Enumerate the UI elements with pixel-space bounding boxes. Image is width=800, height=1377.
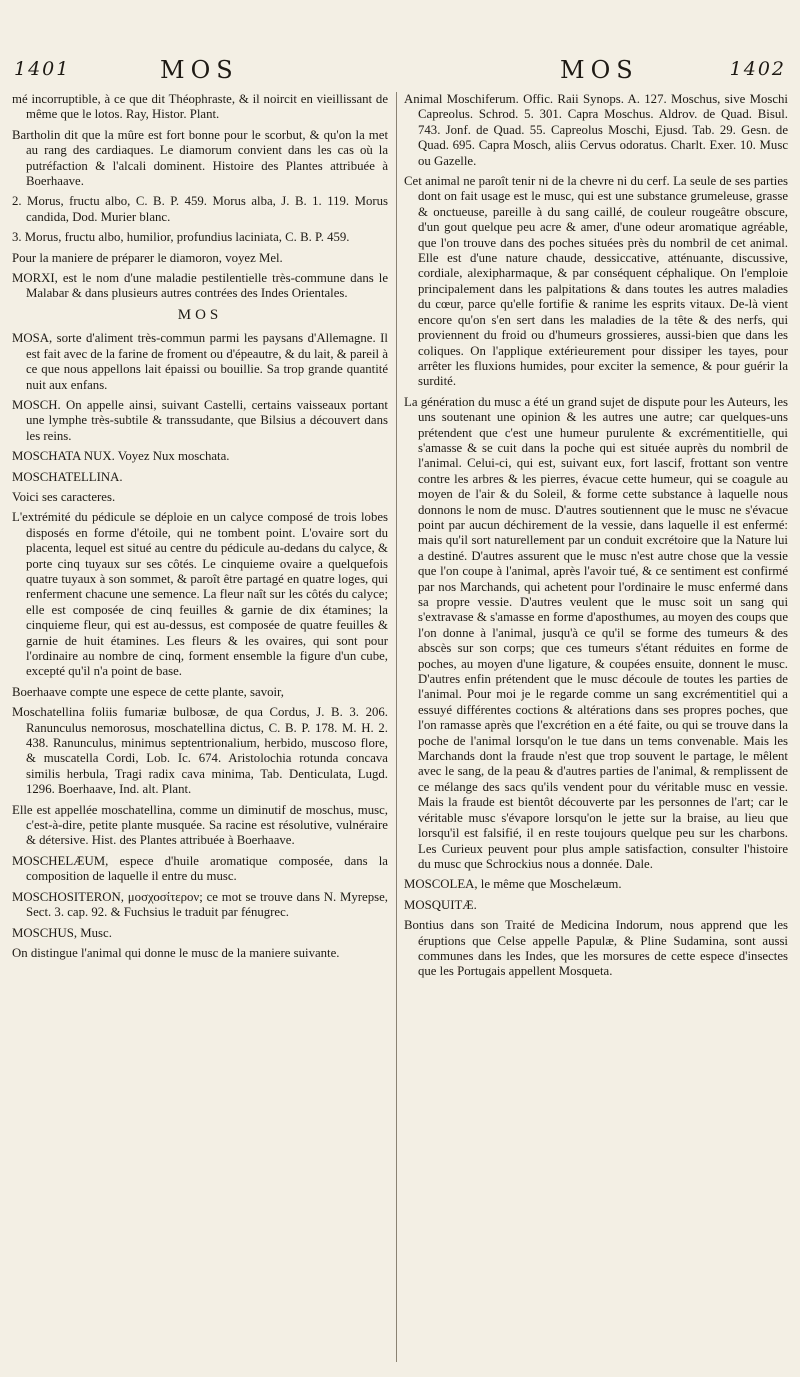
entry-mosch: MOSCH. On appelle ainsi, suivant Castelli, certains vaisseaux portant une lymphe très-subtile & transsudante, que Bilsius a découvert dans les reins. (12, 397, 388, 443)
entry-moschata-nux: MOSCHATA NUX. Voyez Nux moschata. (12, 449, 230, 464)
entry-moscolea: MOSCOLEA, le même que Moschelæum. (404, 877, 622, 892)
entry-moschositeron: MOSCHOSITERON, μοσχοσίτερον; ce mot se trouve dans N. Myrepse, Sect. 3. cap. 92. & Fuchsius le traduit par fénugrec. (12, 889, 388, 920)
entry-bartholin: Bartholin dit que la mûre est fort bonne pour le scorbut, & qu'on la met au rang des cardiaques. Le diamorum convient dans les cas où la putréfaction & l'alcali dominent. Histoire des Plantes attribuée à Boerhaave. (12, 127, 388, 189)
entry-moschus-animal: On distingue l'animal qui donne le musc de la maniere suivante. (12, 945, 340, 960)
entry-pedicule: L'extrémité du pédicule se déploie en un calyce composé de trois lobes disposés en forme d'étoile, qui ne tombent point. L'ovaire sort du placenta, lequel est situé au centre du pédicule au-dedans du calyce, & porte cinq tuyaux sur ses côtés. Le cinquieme ovaire a quelquefois quatre tuyaux à son sommet, & paroît être partagé en quatre loges, qui renferment chacune une semence. La fleur naît sur les côtés du calyce; elle est composée de cinq feuilles & garnie de dix étamines; la cinquieme fleur, qui est au-dessus, est composée de quatre feuilles & garnie de huit étamines. Les fleurs & les ovaires, qui sont pour l'ordinaire au nombre de cinq, forment ensemble la figure d'un cube, excepté qu'il n'a point de base. (12, 510, 388, 679)
entry-moschelaeum: MOSCHELÆUM, espece d'huile aromatique composée, dans la composition de laquelle il entre du musc. (12, 853, 388, 884)
entry-moschus: MOSCHUS, Musc. (12, 925, 112, 940)
entry-mosa: MOSA, sorte d'aliment très-commun parmi les paysans d'Allemagne. Il est fait avec de la farine de froment ou d'épeautre, & du lait, & pareil à ce que nous appellons lait épaissi ou bouillie. Sa trop grande quantité nuit aux enfans. (12, 331, 388, 392)
right-running-head: MOS (560, 56, 639, 84)
entry-musc-generation: La génération du musc a été un grand sujet de dispute pour les Auteurs, les uns soutenant une opinion & les autres une autre; car quelques-uns prétendent que c'est une humeur purulente & excrémentitielle, qui s'amasse & se cuit dans la poche qui est située auprès du nombril de l'animal. Celui-ci, qui est, suivant eux, fort lascif, frottant son ventre contre les arbres & les pierres, évacue cette humeur, qui se coagule au moyen de l'air & du Soleil, & forme cette substance à laquelle nous donnons le nom de musc. D'autres soutiennent que le musc ne s'évacue point par aucun déchirement de la vessie, dans laquelle il est enfermé: mais qu'il sort naturellement par un conduit excrétoire que la Nature lui a destiné. D'autres assurent que le musc n'est autre chose que la vessie que l'on coupe à l'animal, après l'avoir tué, & ce sentiment est confirmé par nos Marchands, qui achetent pour l'ordinaire le musc enfermé dans sa propre vessie. D'autres veulent que le musc soit un sang qui s'extravase & s'amasse en forme d'aposthumes, au moyen des coups que l'on donne à l'animal, jusqu'à ce qu'il se forme des tumeurs & des abscès sur son corps; que ces tumeurs s'étant réduites en forme de poches, au moyen d'une ligature, & coupées ensuite, donnent le musc. D'autres enfin prétendent que le musc découle de toutes les parties de l'animal. Pour moi je le regarde comme un sang excrémentitiel qui a essuyé différentes coctions & altérations dans ses propres poches, que l'on ramasse après que l'excrétion en a été faite, ou qui se trouve dans la poche de l'animal lorsqu'on le tue dans un tems convenable. Mais les Marchands dont la fraude n'est que trop souvent le partage, le mêlent avec le sang, de la peau & d'autres parties de l'animal, & remplissent de ce mélange des sacs qu'ils vendent pour du véritable musc en vessie. Mais la fraude est bientôt découverte par les personnes de l'art; car le véritable musc s'évapore lorsqu'on le jette sur la braise, au lieu que lorsqu'il est falsifié, il en reste toujours quelque peu sur les charbons. Les Curieux peuvent pour plus ample satisfaction, consulter l'histoire du musc que Schrockius nous a donnée. Dale. (404, 394, 788, 871)
entry-diamoron: Pour la maniere de préparer le diamoron, voyez Mel. (12, 250, 283, 265)
entry-caracteres: Voici ses caracteres. (12, 489, 116, 504)
entry-moschatellina-appellee: Elle est appellée moschatellina, comme un diminutif de moschus, musc, c'est-à-dire, petite plante musquée. Sa racine est résolutive, vulnéraire & détersive. Hist. des Plantes attribuée à Boerhaave. (12, 802, 388, 848)
right-column (404, 92, 788, 985)
column-divider (396, 92, 397, 1362)
entry-mosquitae: MOSQUITÆ. (404, 897, 477, 912)
left-page-number: 1401 (14, 58, 71, 80)
entry-animal-moschiferum: Animal Moschiferum. Offic. Raii Synops. A. 127. Moschus, sive Moschi Capreolus. Schrod. 5. 301. Capra Moschus. Aldrov. de Quad. Bisul. 743. Jonf. de Quad. 55. Capreolus Moschi, Ejusd. Tab. 29. Gesn. de Quad. 695. Capra Mosch, aliis Cervus odoratus. Charlt. Exer. 10. Musc ou Gazelle. (404, 92, 788, 168)
section-title-mos: MOS (177, 306, 223, 323)
entry-morus-3: 3. Morus, fructu albo, humilior, profundius laciniata, C. B. P. 459. (12, 230, 350, 245)
entry-boerhaave-espece: Boerhaave compte une espece de cette plante, savoir, (12, 684, 285, 699)
right-page-number: 1402 (729, 58, 786, 80)
entry-musc-description: Cet animal ne paroît tenir ni de la chevre ni du cerf. La seule de ses parties dont on fait usage est le musc, qui est une substance grumeleuse, grasse & onctueuse, pareille à du sang caillé, de couleur rougeâtre obscure, d'un gout quelque peu acre & amer, d'une odeur aromatique agréable, que l'on trouve dans des poches situées près du nombril de cet animal. Elle est d'une nature chaude, dessiccative, atténuante, discussive, cordiale, alexipharmaque, & par conséquent céphalique. On l'emploie principalement dans les palpitations & dans toutes les autres maladies du cœur, parce qu'elle fortifie & ranime les esprits vitaux. De-là vient encore qu'on s'en sert dans les maladies de la tête & des nerfs, qui proviennent du froid ou d'humeurs grossieres, aussi-bien que dans les coliques. On l'applique extérieurement pour dissiper les tayes, pour arrêter les fluxions humides, pour exciter la semence, & pour guérir la surdité. (404, 174, 788, 389)
left-column (12, 92, 388, 966)
entry-morus-2: 2. Morus, fructu albo, C. B. P. 459. Morus alba, J. B. 1. 119. Morus candida, Dod. Murier blanc. (12, 194, 388, 224)
entry-mora-continued: mé incorruptible, à ce que dit Théophraste, & il noircit en vieillissant de même que le lotos. Ray, Histor. Plant. (12, 92, 388, 122)
entry-moschatellina-synonyms: Moschatellina foliis fumariæ bulbosæ, de qua Cordus, J. B. 3. 206. Ranunculus nemorosus, moschatellina dictus, C. B. P. 178. M. H. 2. 438. Ranunculus, minimus septentrionalium, herbido, muscoso flore, & muscatella Cordi, Lob. Ic. 674. Aristolochia rotunda concava similis herbula, Tragi radix cava minima, Tab. Denticulata, Lugd. 1296. Boerhaave, Ind. alt. Plant. (12, 705, 388, 797)
entry-moschatellina: MOSCHATELLINA. (12, 469, 123, 484)
entry-bontius: Bontius dans son Traité de Medicina Indorum, nous apprend que les éruptions que Celse appelle Papulæ, & Pline Sudamina, sont aussi communes dans les Indes, que les morsures de cette espece d'insectes que les Portugais appellent Mosqueta. (404, 918, 788, 979)
left-running-head: MOS (160, 56, 239, 84)
entry-morxi: MORXI, est le nom d'une maladie pestilentielle très-commune dans le Malabar & dans plusieurs autres contrées des Indes Orientales. (12, 271, 388, 301)
